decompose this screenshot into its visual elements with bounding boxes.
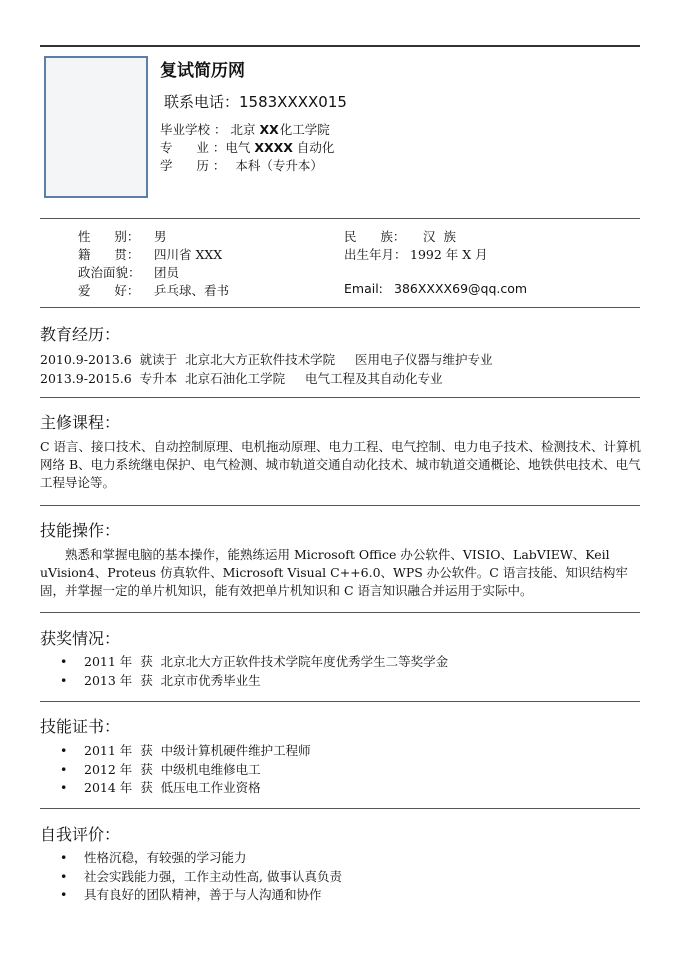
gender-label: 性 别： [78, 229, 140, 244]
list-item: • 2011 年 获 北京北大方正软件技术学院年度优秀学生二等奖学金 [84, 653, 448, 672]
ethnic-value: 汉 族 [423, 229, 456, 244]
major-value-bold: XXXX [254, 140, 293, 155]
education-title: 教育经历： [40, 325, 121, 344]
education-row: 2010.9-2013.6 就读于 北京北大方正软件技术学院 医用电子仪器与维护专业 [40, 352, 493, 367]
skills-text: 熟悉和掌握电脑的基本操作，能熟练运用 Microsoft Office 办公软件、VISIO、LabVIEW、Keil uVision4、Proteus 仿真软件、Microsoft Visual C++6.0、WPS 办公软件。C 语言技能、知识结构牢固，并掌握一定的单片机知识，能有效把单片机知识和 C 语言知识融合并运用于实际中。 [40, 547, 628, 598]
list-item: • 2013 年 获 北京市优秀毕业生 [84, 672, 448, 691]
ethnic-label: 民 族： [344, 229, 406, 244]
photo-placeholder [44, 56, 148, 198]
email-label: Email: [344, 281, 383, 296]
divider [40, 701, 640, 702]
divider [40, 218, 640, 219]
awards-list [40, 653, 448, 690]
school-value-pre: 北京 [230, 122, 256, 137]
certs-title: 技能证书： [40, 717, 121, 736]
school-row [160, 120, 330, 138]
courses-title: 主修课程： [40, 413, 121, 432]
skills-title: 技能操作： [40, 521, 121, 540]
divider [40, 505, 640, 506]
origin-label: 籍 贯： [78, 247, 140, 262]
divider [40, 612, 640, 613]
list-item: • 2014 年 获 低压电工作业资格 [84, 779, 311, 798]
degree-label: 学 历 ： [160, 158, 226, 173]
courses-text: C 语言、接口技术、自动控制原理、电机拖动原理、电力工程、电气控制、电力电子技术、检测技术、计算机网络 B、电力系统继电保护、电气检测、城市轨道交通自动化技术、城市轨道交通概论、地铁供电技术、电气工程导论等。 [40, 439, 642, 490]
political-value: 团员 [154, 265, 180, 280]
hobby-value: 乒乓球、看书 [154, 283, 230, 298]
awards-title: 获奖情况： [40, 629, 121, 648]
school-value-bold: XX [259, 122, 279, 137]
birth-value: 1992 年 X 月 [410, 247, 488, 262]
school-value-post: 化工学院 [279, 122, 330, 137]
school-label: 毕业学校 ： [160, 122, 227, 137]
list-item: • 具有良好的团队精神，善于与人沟通和协作 [84, 886, 342, 905]
top-divider [40, 45, 640, 47]
list-item: • 性格沉稳，有较强的学习能力 [84, 849, 342, 868]
birth-label: 出生年月： [344, 247, 407, 262]
degree-value: 本科（专升本） [235, 158, 323, 173]
list-item: • 社会实践能力强，工作主动性高, 做事认真负责 [84, 868, 342, 887]
major-value-post: 自动化 [296, 140, 335, 155]
self-title: 自我评价： [40, 825, 121, 844]
major-value-pre: 电气 [225, 140, 251, 155]
divider [40, 808, 640, 809]
certs-list [40, 742, 311, 798]
divider [40, 307, 640, 308]
gender-value: 男 [154, 229, 167, 244]
list-item: • 2012 年 获 中级机电维修电工 [84, 761, 311, 780]
degree-row [160, 156, 323, 174]
self-list [40, 849, 342, 905]
divider [40, 397, 640, 398]
resume-name: 复试简历网 [160, 61, 245, 81]
major-label: 专 业 ： [160, 140, 226, 155]
list-item: • 2011 年 获 中级计算机硬件维护工程师 [84, 742, 311, 761]
origin-value: 四川省 XXX [154, 247, 223, 262]
email-value: 386XXXX69@qq.com [394, 281, 528, 296]
hobby-label: 爱 好： [78, 283, 140, 298]
education-row: 2013.9-2015.6 专升本 北京石油化工学院 电气工程及其自动化专业 [40, 371, 443, 386]
major-row [160, 138, 334, 156]
phone-line: 联系电话：1583XXXX015 [164, 93, 347, 111]
political-label: 政治面貌： [78, 265, 141, 280]
